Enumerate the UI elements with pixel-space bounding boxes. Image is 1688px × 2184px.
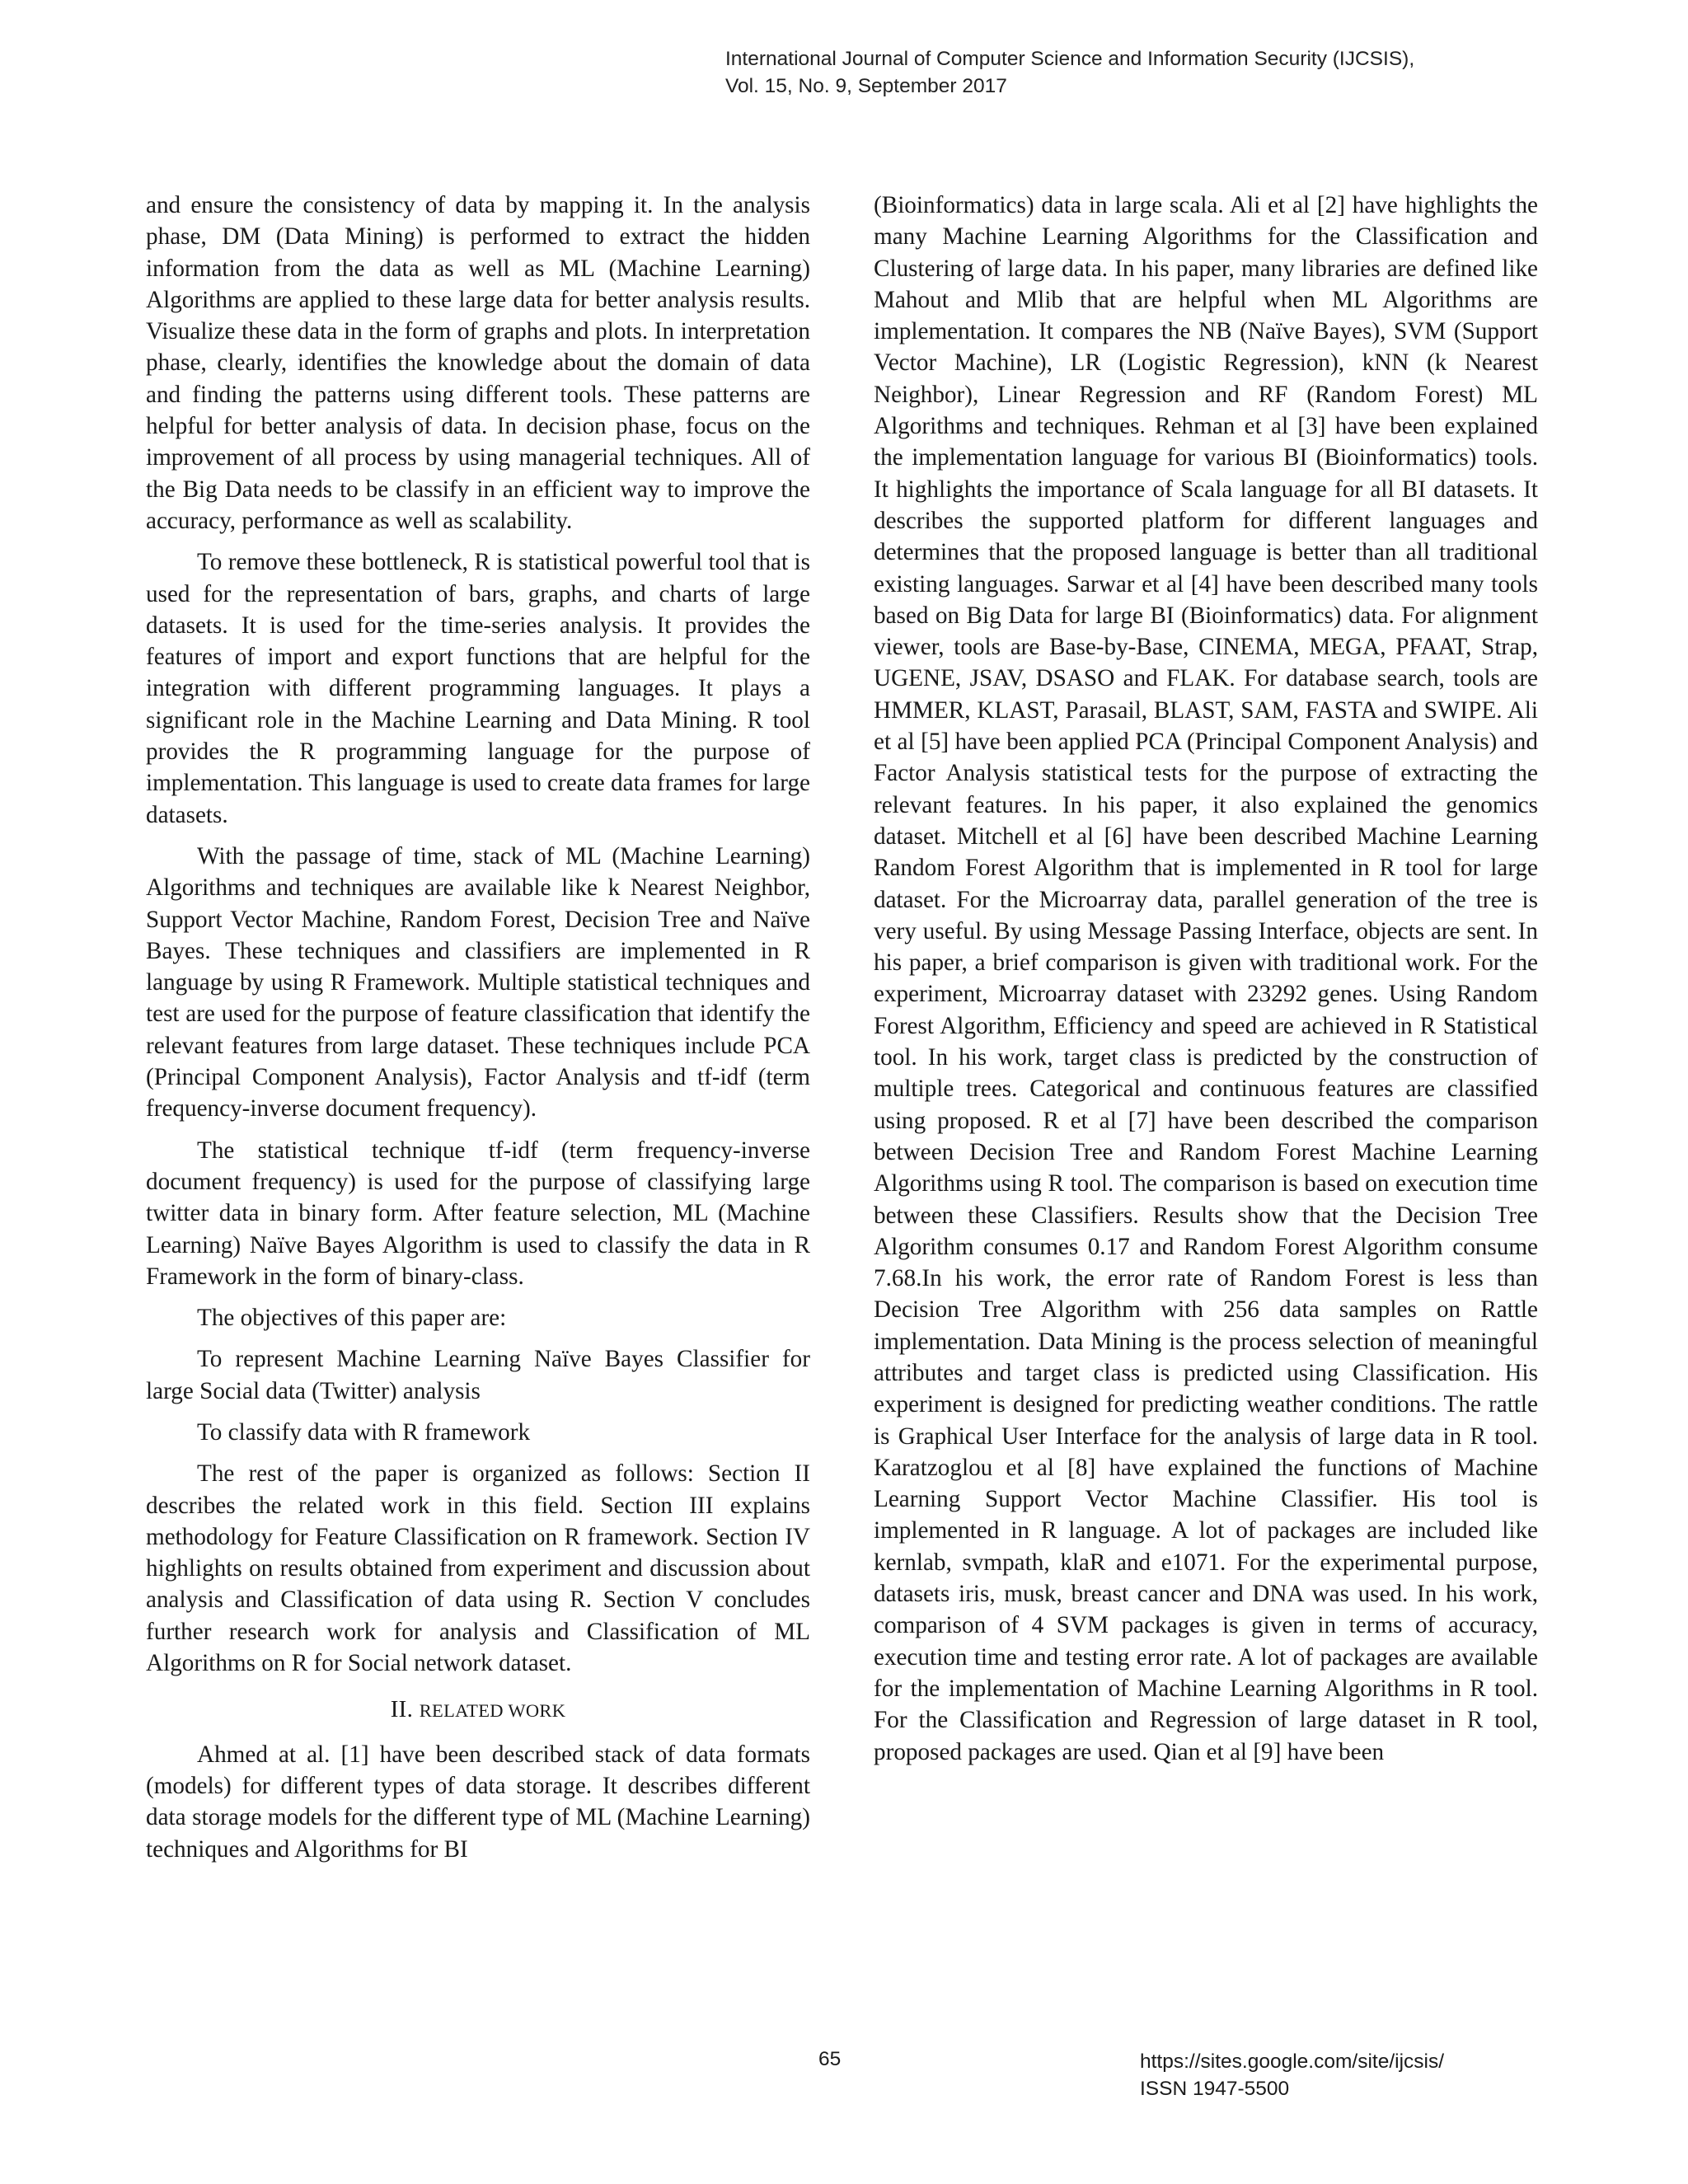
- section-number: II.: [390, 1696, 420, 1723]
- journal-title-line: International Journal of Computer Science and Information Security (IJCSIS),: [725, 48, 1415, 70]
- paragraph: Ahmed at al. [1] have been described stack of data formats (models) for different types of data storage. It describes different data storage models for the different type of ML (Machine Learning) techniques and Algorithms for BI: [146, 1741, 810, 1863]
- journal-url: https://sites.google.com/site/ijcsis/: [1140, 2050, 1445, 2073]
- left-column: [146, 190, 810, 1875]
- paragraph: (Bioinformatics) data in large scala. Ali et al [2] have highlights the many Machine Learning Algorithms for the Classification and Clustering of large data. In his paper, many libraries are defined like Mahout and Mlib that are helpful when ML Algorithms are implementation. It compares the NB (Naïve Bayes), SVM (Support Vector Machine), LR (Logistic Regression), kNN (k Nearest Neighbor), Linear Regression and RF (Random Forest) ML Algorithms and techniques. Rehman et al [3] have been explained the implementation language for various BI (Bioinformatics) tools. It highlights the importance of Scala language for all BI datasets. It describes the supported platform for different languages and determines that the proposed language is better than all traditional existing languages. Sarwar et al [4] have been described many tools based on Big Data for large BI (Bioinformatics) data. For alignment viewer, tools are Base-by-Base, CINEMA, MEGA, PFAAT, Strap, UGENE, JSAV, DSASO and FLAK. For database search, tools are HMMER, KLAST, Parasail, BLAST, SAM, FASTA and SWIPE. Ali et al [5] have been applied PCA (Principal Component Analysis) and Factor Analysis statistical tests for the purpose of extracting the relevant features. In his paper, it also explained the genomics dataset. Mitchell et al [6] have been described Machine Learning Random Forest Algorithm that is implemented in R tool for large dataset. For the Microarray data, parallel generation of the tree is very useful. By using Message Passing Interface, objects are sent. In his paper, a brief comparison is given with traditional work. For the experiment, Microarray dataset with 23292 genes. Using Random Forest Algorithm, Efficiency and speed are achieved in R Statistical tool. In his work, target class is predicted by the construction of multiple trees. Categorical and continuous features are classified using proposed. R et al [7] have been described the comparison between Decision Tree and Random Forest Machine Learning Algorithms using R tool. The comparison is based on execution time between these Classifiers. Results show that the Decision Tree Algorithm consumes 0.17 and Random Forest Algorithm consume 7.68.In his work, the error rate of Random Forest is less than Decision Tree Algorithm with 256 data samples on Rattle implementation. Data Mining is the process selection of meaningful attributes and target class is predicted using Classification. His experiment is designed for predicting weather conditions. The rattle is Graphical User Interface for the analysis of large data in R tool. Karatzoglou et al [8] have explained the functions of Machine Learning Support Vector Machine Classifier. His tool is implemented in R language. A lot of packages are included like kernlab, svmpath, klaR and e1071. For the experimental purpose, datasets iris, musk, breast cancer and DNA was used. In his work, comparison of 4 SVM packages is given in terms of accuracy, execution time and testing error rate. A lot of packages are available for the implementation of Machine Learning Algorithms in R tool. For the Classification and Regression of large dataset in R tool, proposed packages are used. Qian et al [9] have been: [874, 192, 1538, 1765]
- page-number: 65: [818, 2048, 842, 2070]
- paragraph: The rest of the paper is organized as follows: Section II describes the related work in this field. Section III explains methodology for Feature Classification on R framework. Section IV highlights on results obtained from experiment and discussion about analysis and Classification of data using R. Section V concludes further research work for analysis and Classification of ML Algorithms on R for Social network dataset.: [146, 1460, 810, 1677]
- paragraph: and ensure the consistency of data by mapping it. In the analysis phase, DM (Data Mining) is performed to extract the hidden information from the data as well as ML (Machine Learning) Algorithms are applied to these large data for better analysis results. Visualize these data in the form of graphs and plots. In interpretation phase, clearly, identifies the knowledge about the domain of data and finding the patterns using different tools. These patterns are helpful for better analysis of data. In decision phase, focus on the improvement of all process by using managerial techniques. All of the Big Data needs to be classify in an efficient way to improve the accuracy, performance as well as scalability.: [146, 192, 810, 534]
- paragraph: The statistical technique tf-idf (term frequency-inverse document frequency) is used for the purpose of classifying large twitter data in binary form. After feature selection, ML (Machine Learning) Naïve Bayes Algorithm is used to classify the data in R Framework in the form of binary-class.: [146, 1137, 810, 1290]
- journal-volume-line: Vol. 15, No. 9, September 2017: [725, 75, 1007, 97]
- paragraph: With the passage of time, stack of ML (Machine Learning) Algorithms and techniques are available like k Nearest Neighbor, Support Vector Machine, Random Forest, Decision Tree and Naïve Bayes. These techniques and classifiers are implemented in R language by using R Framework. Multiple statistical techniques and test are used for the purpose of feature classification that identify the relevant features from large dataset. These techniques include PCA (Principal Component Analysis), Factor Analysis and tf-idf (term frequency-inverse document frequency).: [146, 842, 810, 1122]
- paragraph: The objectives of this paper are:: [197, 1305, 507, 1332]
- paragraph: To remove these bottleneck, R is statistical powerful tool that is used for the representation of bars, graphs, and charts of large datasets. It is used for the time-series analysis. It provides the features of import and export functions that are helpful for the integration with different programming languages. It plays a significant role in the Machine Learning and Data Mining. R tool provides the R programming language for the purpose of implementation. This language is used to create data frames for large datasets.: [146, 549, 810, 828]
- section-title: RELATED WORK: [419, 1700, 566, 1722]
- objective-item: To classify data with R framework: [197, 1418, 531, 1446]
- journal-footer: [1140, 2048, 1444, 2102]
- journal-header: [725, 45, 1632, 100]
- journal-issn: ISSN 1947-5500: [1140, 2078, 1290, 2100]
- objective-item: To represent Machine Learning Naïve Bayes Classifier for large Social data (Twitter) analysis: [146, 1346, 810, 1404]
- section-heading: [146, 1694, 810, 1727]
- right-column: [874, 190, 1538, 1778]
